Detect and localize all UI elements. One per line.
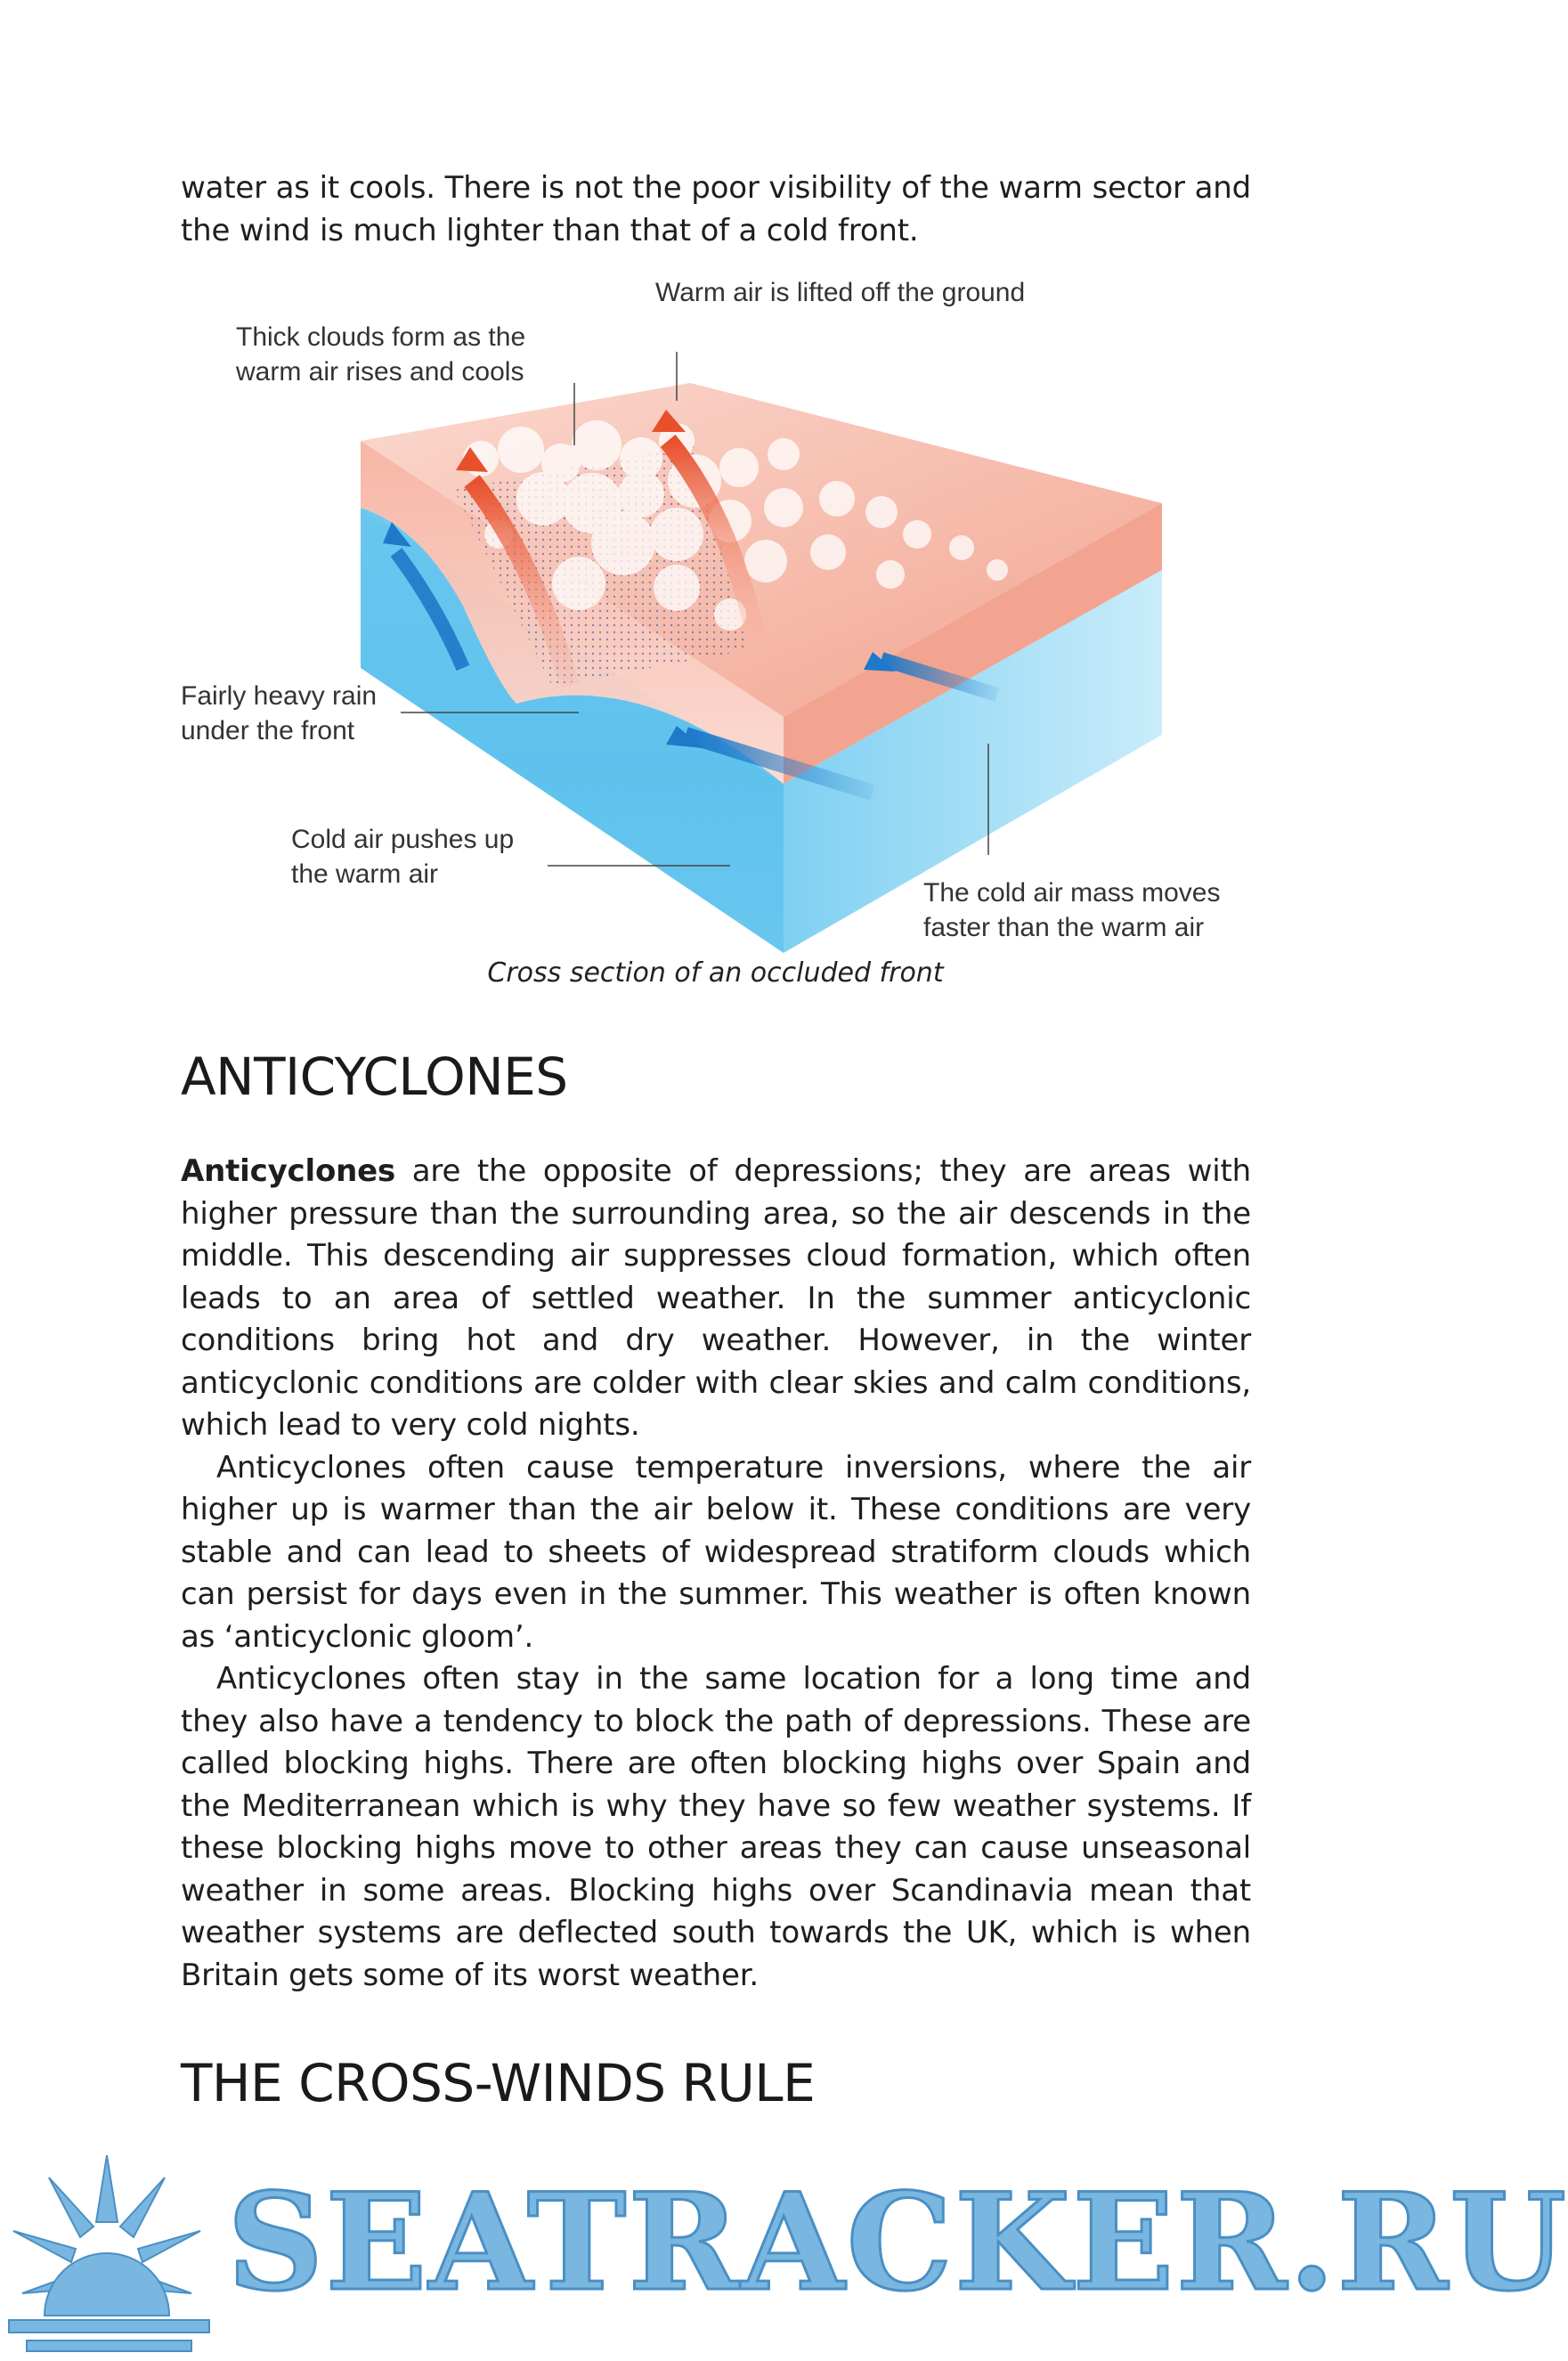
anticyclones-body	[181, 1151, 1251, 1997]
watermark-text: SEATRACKER.RU	[227, 2164, 1568, 2321]
anticyclones-paragraph-2: Anticyclones often cause temperature inversions, where the air higher up is warmer than the air below it. These conditions are very stable and can lead to sheets of widespread stratiform clouds which can persist for days even in the summer. This weather is often known as ‘anticyclonic gloom’.	[181, 1449, 1251, 1655]
label-thick-clouds: Thick clouds form as the warm air rises and cools	[236, 322, 526, 387]
label-warm-air-lifted: Warm air is lifted off the ground	[655, 278, 1026, 307]
label-cold-pushes: Cold air pushes up the warm air	[291, 825, 515, 889]
anticyclones-paragraph-3: Anticyclones often stay in the same location for a long time and they also have a tendency to block the path of depressions. These are called blocking highs. There are often blocking highs over Spain and the Mediterranean which is why they have so few weather systems. If these blocking highs move to other areas they can cause unseasonal weather in some areas. Blocking highs over Scandinavia mean that weather systems are deflected south towards the UK, which is when Britain gets some of its worst weather.	[181, 1661, 1251, 1993]
top-paragraph: water as it cools. There is not the poor visibility of the warm sector and the wind is much lighter than that of a cold front.	[181, 170, 1251, 248]
diagram-caption: Cross section of an occluded front	[487, 957, 944, 989]
section-heading-cross-winds: THE CROSS-WINDS RULE	[181, 2053, 816, 2113]
top-paragraph-block	[181, 167, 1251, 252]
anticyclones-term: Anticyclones	[181, 1153, 396, 1189]
occluded-front-diagram	[0, 267, 1431, 997]
label-heavy-rain: Fairly heavy rain under the front	[181, 681, 378, 745]
anticyclones-paragraph-1-text: are the opposite of depressions; they are areas with higher pressure than the surrounding area, so the air descends in the middle. This descending air suppresses cloud formation, which often leads to an area of settled weather. In the summer anticyclonic conditions bring hot and dry weather. However, in the winter anticyclonic conditions are colder with clear skies and calm conditions, which lead to very cold nights.	[181, 1153, 1251, 1443]
label-cold-mass: The cold air mass moves faster than the warm air	[923, 878, 1221, 942]
anticyclones-paragraph-1	[181, 1151, 1251, 1447]
section-heading-anticyclones: ANTICYCLONES	[181, 1046, 568, 1107]
